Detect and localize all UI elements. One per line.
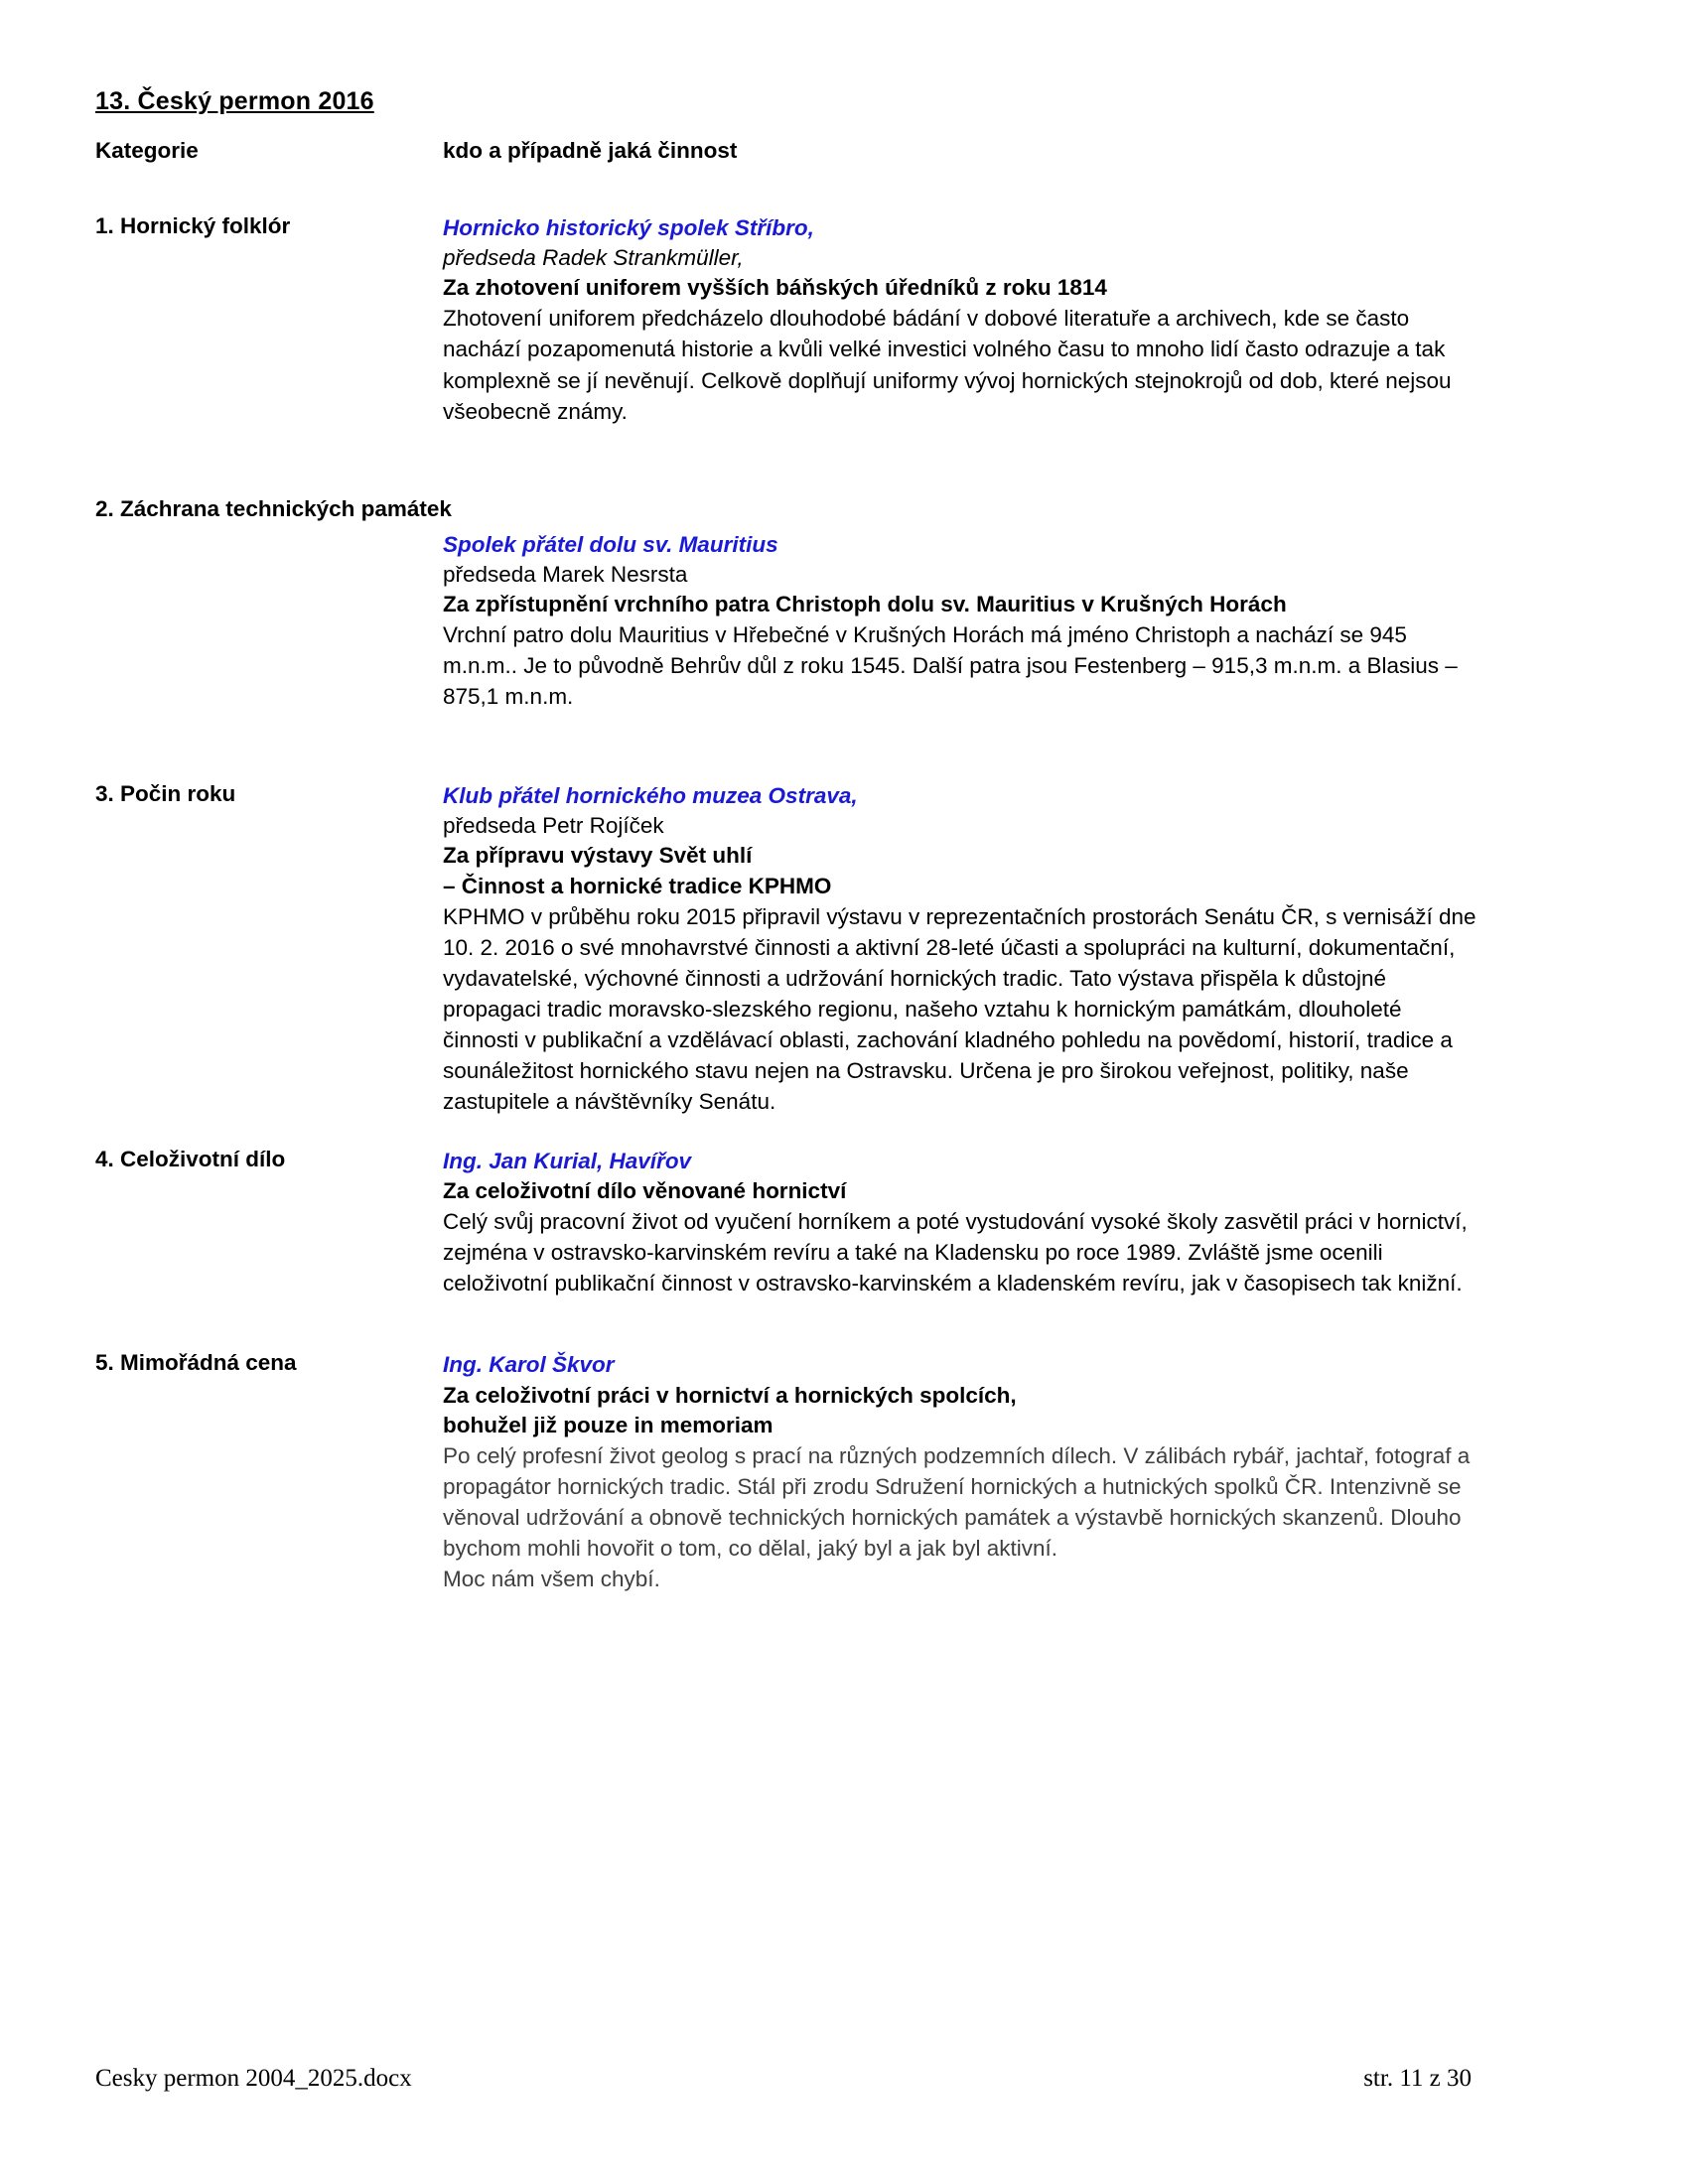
- description-header-label: kdo a případně jaká činnost: [443, 138, 738, 163]
- entry-description-line2: Moc nám všem chybí.: [443, 1567, 660, 1592]
- entry-award: Za celoživotní dílo věnované hornictví: [443, 1178, 847, 1204]
- entry-content-cell: [443, 213, 1480, 427]
- entry-award-line2: – Činnost a hornické tradice KPHMO: [443, 873, 832, 898]
- entry-organization: Hornicko historický spolek Stříbro,: [443, 215, 814, 240]
- entry-person: předseda Petr Rojíček: [443, 813, 664, 839]
- category-header-cell: [95, 138, 443, 164]
- entry-award-line2: bohužel již pouze in memoriam: [443, 1412, 774, 1437]
- award-entry-2: [95, 496, 1571, 713]
- entry-award: Za zhotovení uniforem vyšších báňských úředníků z roku 1814: [443, 275, 1107, 301]
- entry-award: Za přípravu výstavy Svět uhlí: [443, 843, 753, 869]
- page-title: 13. Český permon 2016: [95, 87, 374, 115]
- entry-organization: Klub přátel hornického muzea Ostrava,: [443, 783, 858, 809]
- entry-content-cell: [443, 781, 1480, 1117]
- entry-description: Celý svůj pracovní život od vyučení horníkem a poté vystudování vysoké školy zasvětil práci v hornictví, zejména v ostravsko-karvinském revíru a také na Kladensku po roce 1989. Zvláště jsme ocenili celoživotní publikační činnost v ostravsko-karvinském a kladenském revíru, jak v časopisech tak knižní.: [443, 1209, 1468, 1297]
- entry-description: Po celý profesní život geolog s prací na různých podzemních dílech. V zálibách rybář, jachtař, fotograf a propagátor hornických tradic. Stál při zrodu Sdružení hornických a hutnických spolků ČR. Intenzivně se věnoval udržování a obnově technických hornických památek a výstavbě hornických skanzenů. Dlouho bychom mohli hovořit o tom, co dělal, jaký byl a jak byl aktivní.: [443, 1442, 1471, 1562]
- entry-content-cell: [443, 1350, 1480, 1594]
- spacer: [95, 1117, 1571, 1147]
- description-header-cell: [443, 138, 1480, 164]
- spacer: [95, 427, 1571, 496]
- entry-person: předseda Marek Nesrsta: [443, 561, 688, 587]
- award-entry-3: [95, 781, 1571, 1117]
- spacer: [95, 712, 1571, 781]
- entry-organization: Ing. Karol Škvor: [443, 1352, 615, 1378]
- entry-category-label: 1. Hornický folklór: [95, 213, 291, 238]
- entry-description: Vrchní patro dolu Mauritius v Hřebečné v Krušných Horách má jméno Christoph a nachází se 945 m.n.m.. Je to původně Behrův důl z roku 1545. Další patra jsou Festenberg – 915,3 m.n.m. a Blasius – 875,1 m.n.m.: [443, 622, 1458, 710]
- entry-content-cell: [443, 1147, 1480, 1298]
- entry-category-label: 2. Záchrana technických památek: [95, 495, 452, 521]
- spacer: [95, 1298, 1571, 1350]
- entry-description: KPHMO v průběhu roku 2015 připravil výstavu v reprezentačních prostorách Senátu ČR, s vernisáží dne 10. 2. 2016 o své mnohavrstvé činnosti a aktivní 28-leté účasti a spolupráci na kulturní, dokumentační, vydavatelské, výchovné činnosti a udržování hornických tradic. Tato výstava přispěla k důstojné propagaci tradic moravsko-slezského regionu, našeho vztahu k hornickým památkám, dlouholeté činnosti v publikační a vzdělávací oblasti, zachování kladného pohledu na povědomí, historií, tradice a sounáležitost hornického stavu nejen na Ostravsku. Určena je pro širokou veřejnost, politiky, naše zastupitele a návštěvníky Senátu.: [443, 903, 1477, 1115]
- entry-description: Zhotovení uniforem předcházelo dlouhodobé bádání v dobové literatuře a archivech, kde se často nachází pozapomenutá historie a kvůli velké investici volného času to mnoho lidí často odrazuje a tak komplexně se jí nevěnují. Celkově doplňují uniformy vývoj hornických stejnokrojů od dob, které nejsou všeobecně známy.: [443, 306, 1452, 424]
- entry-category-cell: [95, 1350, 443, 1376]
- entry-category-label: 4. Celoživotní dílo: [95, 1147, 286, 1172]
- award-entry-5: [95, 1350, 1571, 1594]
- entry-category-cell: [95, 213, 443, 239]
- entry-organization: Spolek přátel dolu sv. Mauritius: [443, 531, 778, 557]
- entry-category-label: 3. Počin roku: [95, 781, 236, 807]
- entry-category-cell: [95, 781, 443, 807]
- award-entry-1: [95, 213, 1571, 427]
- award-entry-4: [95, 1147, 1571, 1298]
- entry-award: Za zpřístupnění vrchního patra Christoph dolu sv. Mauritius v Krušných Horách: [443, 591, 1287, 616]
- category-header-label: Kategorie: [95, 138, 199, 163]
- entry-category-cell: [95, 1147, 443, 1172]
- entry-award: Za celoživotní práci v hornictví a hornických spolcích,: [443, 1382, 1017, 1408]
- column-headers: [95, 138, 1571, 164]
- entry-category-label: 5. Mimořádná cena: [95, 1350, 297, 1376]
- page-footer: [95, 2065, 1571, 2093]
- footer-page-number: str. 11 z 30: [1363, 2065, 1472, 2092]
- entry-organization: Ing. Jan Kurial, Havířov: [443, 1149, 692, 1174]
- entry-content-cell: [443, 530, 1480, 713]
- footer-file-name: Cesky permon 2004_2025.docx: [95, 2065, 412, 2092]
- entry-person: předseda Radek Strankmüller,: [443, 245, 744, 271]
